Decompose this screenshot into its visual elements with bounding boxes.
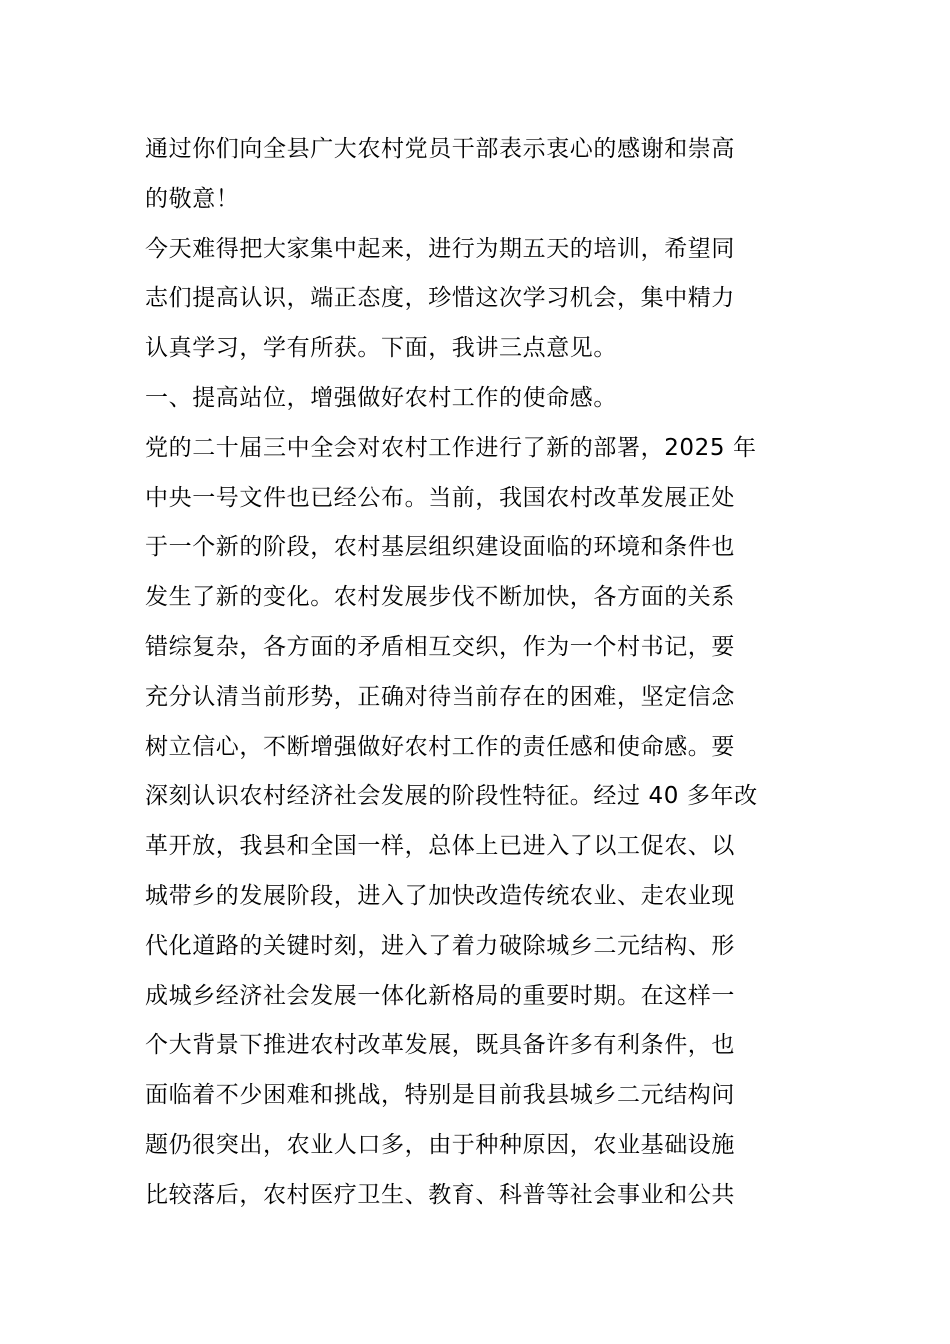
text-line: 树立信心，不断增强做好农村工作的责任感和使命感。要 — [145, 733, 735, 760]
text-line: 革开放，我县和全国一样，总体上已进入了以工促农、以 — [145, 833, 735, 860]
text-line: 比较落后，农村医疗卫生、教育、科普等社会事业和公共 — [145, 1181, 735, 1208]
text-line: 深刻认识农村经济社会发展的阶段性特征。经过 40 多年改 — [145, 783, 758, 810]
text-line: 面临着不少困难和挑战，特别是目前我县城乡二元结构问 — [145, 1082, 735, 1109]
text-line: 党的二十届三中全会对农村工作进行了新的部署，2025 年 — [145, 434, 757, 461]
text-line: 今天难得把大家集中起来，进行为期五天的培训，希望同 — [145, 235, 735, 262]
text-line: 充分认清当前形势，正确对待当前存在的困难，坚定信念 — [145, 683, 735, 710]
text-line: 代化道路的关键时刻，进入了着力破除城乡二元结构、形 — [145, 932, 735, 959]
document-body — [145, 125, 810, 1221]
section-heading: 一、提高站位，增强做好农村工作的使命感。 — [145, 384, 617, 411]
text-line: 城带乡的发展阶段，进入了加快改造传统农业、走农业现 — [145, 882, 735, 909]
text-line: 个大背景下推进农村改革发展，既具备许多有利条件，也 — [145, 1032, 735, 1059]
text-line: 中央一号文件也已经公布。当前，我国农村改革发展正处 — [145, 484, 735, 511]
text-line: 志们提高认识，端正态度，珍惜这次学习机会，集中精力 — [145, 285, 735, 312]
text-line: 的敬意！ — [145, 185, 240, 212]
text-line: 错综复杂，各方面的矛盾相互交织，作为一个村书记，要 — [145, 633, 735, 660]
text-line: 题仍很突出，农业人口多，由于种种原因，农业基础设施 — [145, 1131, 735, 1158]
text-line: 成城乡经济社会发展一体化新格局的重要时期。在这样一 — [145, 982, 735, 1009]
text-line: 于一个新的阶段，农村基层组织建设面临的环境和条件也 — [145, 534, 735, 561]
text-line: 发生了新的变化。农村发展步伐不断加快，各方面的关系 — [145, 584, 735, 611]
text-line: 通过你们向全县广大农村党员干部表示衷心的感谢和崇高 — [145, 136, 735, 162]
text-line: 认真学习，学有所获。下面，我讲三点意见。 — [145, 335, 617, 362]
